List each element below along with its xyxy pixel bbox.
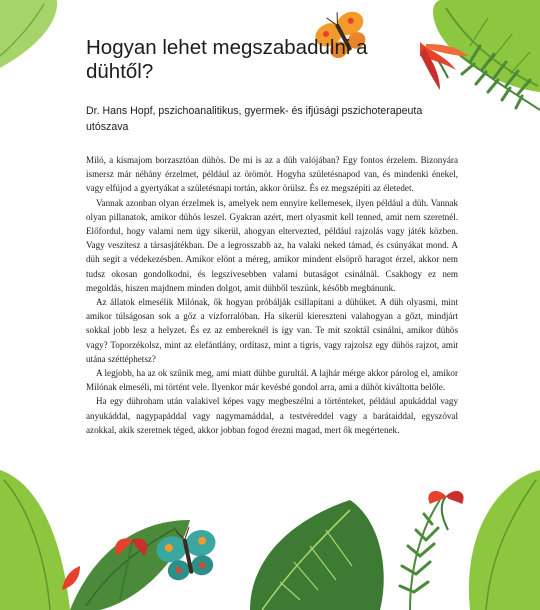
page-title: Hogyan lehet megszabadulni a dühtől? xyxy=(86,36,368,83)
paragraph: A legjobb, ha az ok szűnik meg, ami miatt dühbe gurultál. A lajhár mérge akkor párolog el, amikor Milónak elmeséli, mi történt vele. Ilyenkor már kevésbé gondol arra, ami a dühöt kiváltotta belőle. xyxy=(86,368,458,393)
article-body xyxy=(86,153,458,437)
top-left-leaf-icon xyxy=(0,0,57,68)
bottom-center-leaf-icon xyxy=(250,500,384,610)
bottom-right-leaf-icon xyxy=(469,470,540,610)
paragraph: Miló, a kismajom borzasztóan dühös. De mi is az a düh valójában? Egy fontos érzelem. Bizonyára ismersz már néhány érzelmet, például az örömöt. Hogyha születésnapod van, és mindenki énekel, vagy elfújod a gyertyákat a születésnapi tortán, akkor örülsz. És ez megszépíti az életedet. xyxy=(86,155,458,194)
paragraph: Vannak azonban olyan érzelmek is, amelyek nem ennyire kellemesek, ilyen például a düh. Vannak olyan pillanatok, amikor dühös leszel. Gyakran azért, mert olyasmit kell tenned, amit nem szeretnél. Előfordul, hogy valami nem úgy sikerül, ahogyan eltervezted, például rajzolás vagy játék közben. Vagy veszítesz a társasjátékban. De a legrosszabb az, ha valaki neked támad, és csúnyákat mond. A düh segít a védekezésben. Amikor elönt a méreg, amikor mindent elsöprő haragot érzel, akkor nem tudsz okosan gondolkodni, és legszívesebben valami butaságot csinálnál. Csakhogy ez nem megoldás, hiszen majdnem minden dolgot, amit dühből teszünk, később megbánunk. xyxy=(86,197,458,293)
top-right-leaf-icon xyxy=(433,0,540,92)
paragraph: Ha egy dühroham után valakivel képes vagy megbeszélni a történteket, például apukáddal vagy anyukáddal, nagypapáddal vagy nagymamáddal, a testvéreddel vagy a barátaiddal, egyszóval azokkal, akik szeretnek téged, akkor jobban fogod érezni magad, mert ők megértenek. xyxy=(86,396,458,435)
page-subtitle: Dr. Hans Hopf, pszichoanalitikus, gyermek- és ifjúsági pszichoterapeuta utószava xyxy=(86,105,423,133)
paragraph: Az állatok elmesélik Milónak, ők hogyan próbálják csillapítani a dühüket. A düh olyasmi, mint amikor túlságosan sok a gőz a vízforralóban. Ha sikerül kiereszteni valahogyan a gőzt, mindjárt sokkal jobb lesz a helyzet. És ez az embereknél is így van. Te mit szoktál csinálni, amikor dühös vagy? Toporzékolsz, mint az elefántlány, ordítasz, mint a tigris, vagy rajzolsz egy dühös rajzot, amit utána széttéphetsz? xyxy=(86,297,458,364)
bottom-right-fern-icon xyxy=(400,500,440,610)
